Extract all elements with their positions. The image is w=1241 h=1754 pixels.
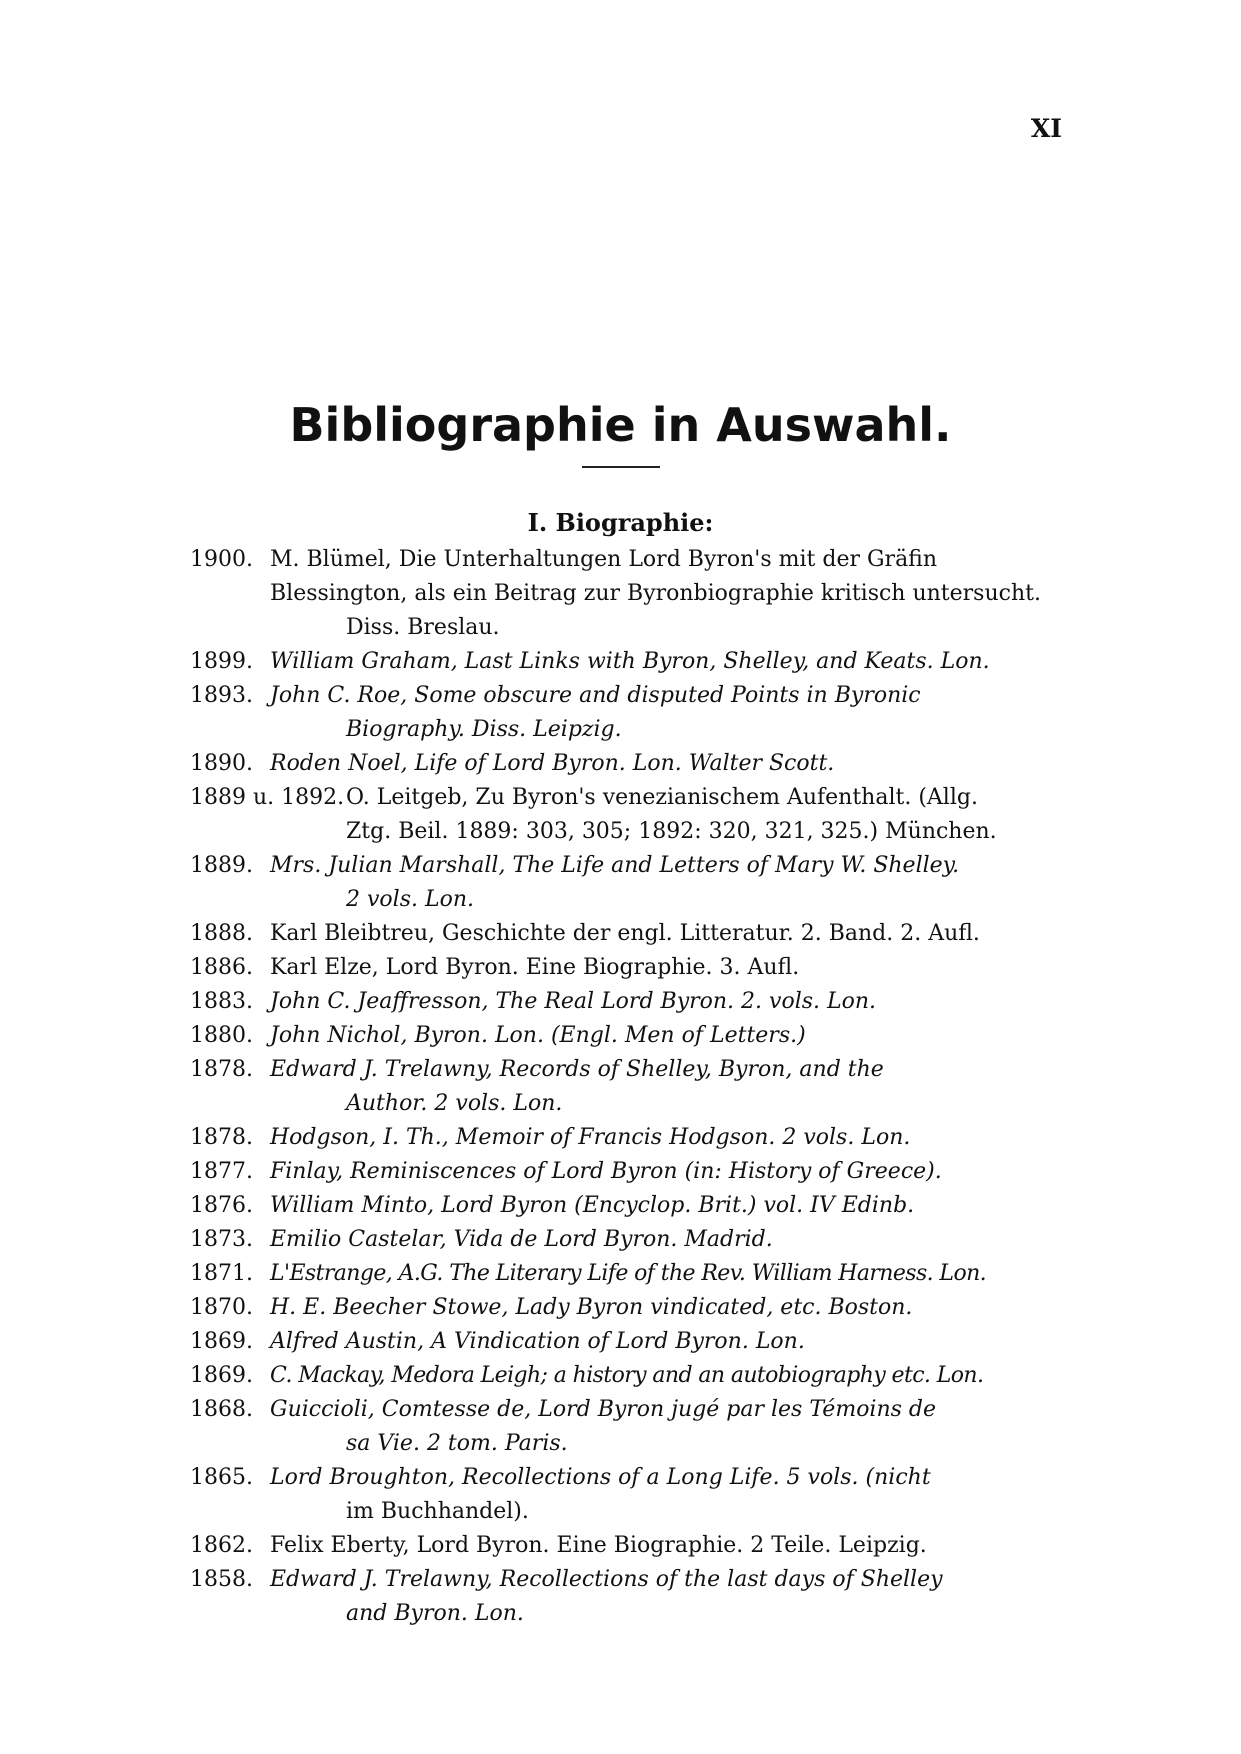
section-heading: I. Biographie: bbox=[527, 508, 714, 537]
entry-text: Edward J. Trelawny, Records of Shelley, Byron, and the bbox=[270, 1057, 884, 1082]
bibliography-entry bbox=[0, 1393, 1241, 1461]
entry-text: John C. Roe, Some obscure and disputed Points in Byronic bbox=[270, 683, 921, 708]
entry-year: 1889 u. 1892. bbox=[190, 785, 345, 810]
entry-year: 1876. bbox=[190, 1193, 253, 1218]
entry-year: 1883. bbox=[190, 989, 253, 1014]
bibliography-list bbox=[0, 543, 1241, 1631]
entry-text: H. E. Beecher Stowe, Lady Byron vindicated, etc. Boston. bbox=[270, 1295, 913, 1320]
entry-text: Diss. Breslau. bbox=[346, 615, 500, 640]
bibliography-entry bbox=[0, 1189, 1241, 1223]
entry-year: 1858. bbox=[190, 1567, 253, 1592]
entry-text: C. Mackay, Medora Leigh; a history and an autobiography etc. Lon. bbox=[270, 1363, 984, 1388]
entry-text: Karl Bleibtreu, Geschichte der engl. Litteratur. 2. Band. 2. Aufl. bbox=[270, 921, 980, 946]
bibliography-entry bbox=[0, 1155, 1241, 1189]
bibliography-entry bbox=[0, 1019, 1241, 1053]
entry-text: O. Leitgeb, Zu Byron's venezianischem Aufenthalt. (Allg. bbox=[346, 785, 978, 810]
entry-text: William Minto, Lord Byron (Encyclop. Brit.) vol. IV Edinb. bbox=[270, 1193, 915, 1218]
entry-year: 1893. bbox=[190, 683, 253, 708]
entry-text: Hodgson, I. Th., Memoir of Francis Hodgson. 2 vols. Lon. bbox=[270, 1125, 911, 1150]
entry-year: 1878. bbox=[190, 1057, 253, 1082]
entry-year: 1870. bbox=[190, 1295, 253, 1320]
entry-text: Blessington, als ein Beitrag zur Byronbiographie kritisch untersucht. bbox=[270, 581, 1041, 606]
entry-text: Guiccioli, Comtesse de, Lord Byron jugé par les Témoins de bbox=[270, 1397, 937, 1422]
entry-text: im Buchhandel). bbox=[346, 1499, 529, 1524]
bibliography-entry bbox=[0, 781, 1241, 849]
entry-text: William Graham, Last Links with Byron, Shelley, and Keats. Lon. bbox=[270, 649, 990, 674]
entry-year: 1865. bbox=[190, 1465, 253, 1490]
bibliography-entry bbox=[0, 1563, 1241, 1631]
bibliography-entry bbox=[0, 1257, 1241, 1291]
page-title: Bibliographie in Auswahl. bbox=[289, 398, 952, 452]
entry-year: 1873. bbox=[190, 1227, 253, 1252]
entry-text: Finlay, Reminiscences of Lord Byron (in: History of Greece). bbox=[270, 1159, 942, 1184]
entry-year: 1889. bbox=[190, 853, 253, 878]
entry-text: Edward J. Trelawny, Recollections of the last days of Shelley bbox=[270, 1567, 943, 1592]
bibliography-entry bbox=[0, 951, 1241, 985]
entry-text: Author. 2 vols. Lon. bbox=[346, 1091, 563, 1116]
entry-text: L'Estrange, A.G. The Literary Life of the Rev. William Harness. Lon. bbox=[270, 1261, 987, 1286]
entry-text: Mrs. Julian Marshall, The Life and Letters of Mary W. Shelley. bbox=[270, 853, 960, 878]
entry-text: Biography. Diss. Leipzig. bbox=[346, 717, 622, 742]
bibliography-entry bbox=[0, 1359, 1241, 1393]
bibliography-entry bbox=[0, 747, 1241, 781]
bibliography-entry bbox=[0, 1053, 1241, 1121]
entry-text: Felix Eberty, Lord Byron. Eine Biographie. 2 Teile. Leipzig. bbox=[270, 1533, 927, 1558]
entry-text: Emilio Castelar, Vida de Lord Byron. Madrid. bbox=[270, 1227, 773, 1252]
entry-year: 1888. bbox=[190, 921, 253, 946]
entry-year: 1899. bbox=[190, 649, 253, 674]
bibliography-entry bbox=[0, 1529, 1241, 1563]
entry-year: 1877. bbox=[190, 1159, 253, 1184]
bibliography-entry bbox=[0, 645, 1241, 679]
entry-year: 1878. bbox=[190, 1125, 253, 1150]
page-number: XI bbox=[1030, 114, 1062, 143]
entry-year: 1862. bbox=[190, 1533, 253, 1558]
bibliography-entry bbox=[0, 1325, 1241, 1359]
entry-text: Lord Broughton, Recollections of a Long Life. 5 vols. (nicht bbox=[270, 1465, 931, 1490]
entry-text: John C. Jeaffresson, The Real Lord Byron. 2. vols. Lon. bbox=[270, 989, 877, 1014]
bibliography-entry bbox=[0, 985, 1241, 1019]
entry-year: 1880. bbox=[190, 1023, 253, 1048]
entry-text: Ztg. Beil. 1889: 303, 305; 1892: 320, 321, 325.) München. bbox=[346, 819, 997, 844]
bibliography-entry bbox=[0, 917, 1241, 951]
entry-text: Alfred Austin, A Vindication of Lord Byron. Lon. bbox=[270, 1329, 805, 1354]
entry-text: and Byron. Lon. bbox=[346, 1601, 524, 1626]
entry-text: sa Vie. 2 tom. Paris. bbox=[346, 1431, 568, 1456]
bibliography-entry bbox=[0, 1291, 1241, 1325]
entry-text: Karl Elze, Lord Byron. Eine Biographie. 3. Aufl. bbox=[270, 955, 800, 980]
title-divider bbox=[582, 466, 660, 468]
entry-year: 1869. bbox=[190, 1363, 253, 1388]
entry-year: 1886. bbox=[190, 955, 253, 980]
bibliography-entry bbox=[0, 1223, 1241, 1257]
entry-text: 2 vols. Lon. bbox=[346, 887, 474, 912]
entry-year: 1900. bbox=[190, 547, 253, 572]
bibliography-entry bbox=[0, 849, 1241, 917]
entry-year: 1890. bbox=[190, 751, 253, 776]
bibliography-entry bbox=[0, 679, 1241, 747]
bibliography-entry bbox=[0, 1461, 1241, 1529]
entry-text: M. Blümel, Die Unterhaltungen Lord Byron's mit der Gräfin bbox=[270, 547, 938, 572]
entry-text: John Nichol, Byron. Lon. (Engl. Men of Letters.) bbox=[270, 1023, 806, 1048]
entry-year: 1871. bbox=[190, 1261, 253, 1286]
entry-year: 1869. bbox=[190, 1329, 253, 1354]
entry-year: 1868. bbox=[190, 1397, 253, 1422]
bibliography-entry bbox=[0, 543, 1241, 645]
bibliography-entry bbox=[0, 1121, 1241, 1155]
entry-text: Roden Noel, Life of Lord Byron. Lon. Walter Scott. bbox=[270, 751, 835, 776]
